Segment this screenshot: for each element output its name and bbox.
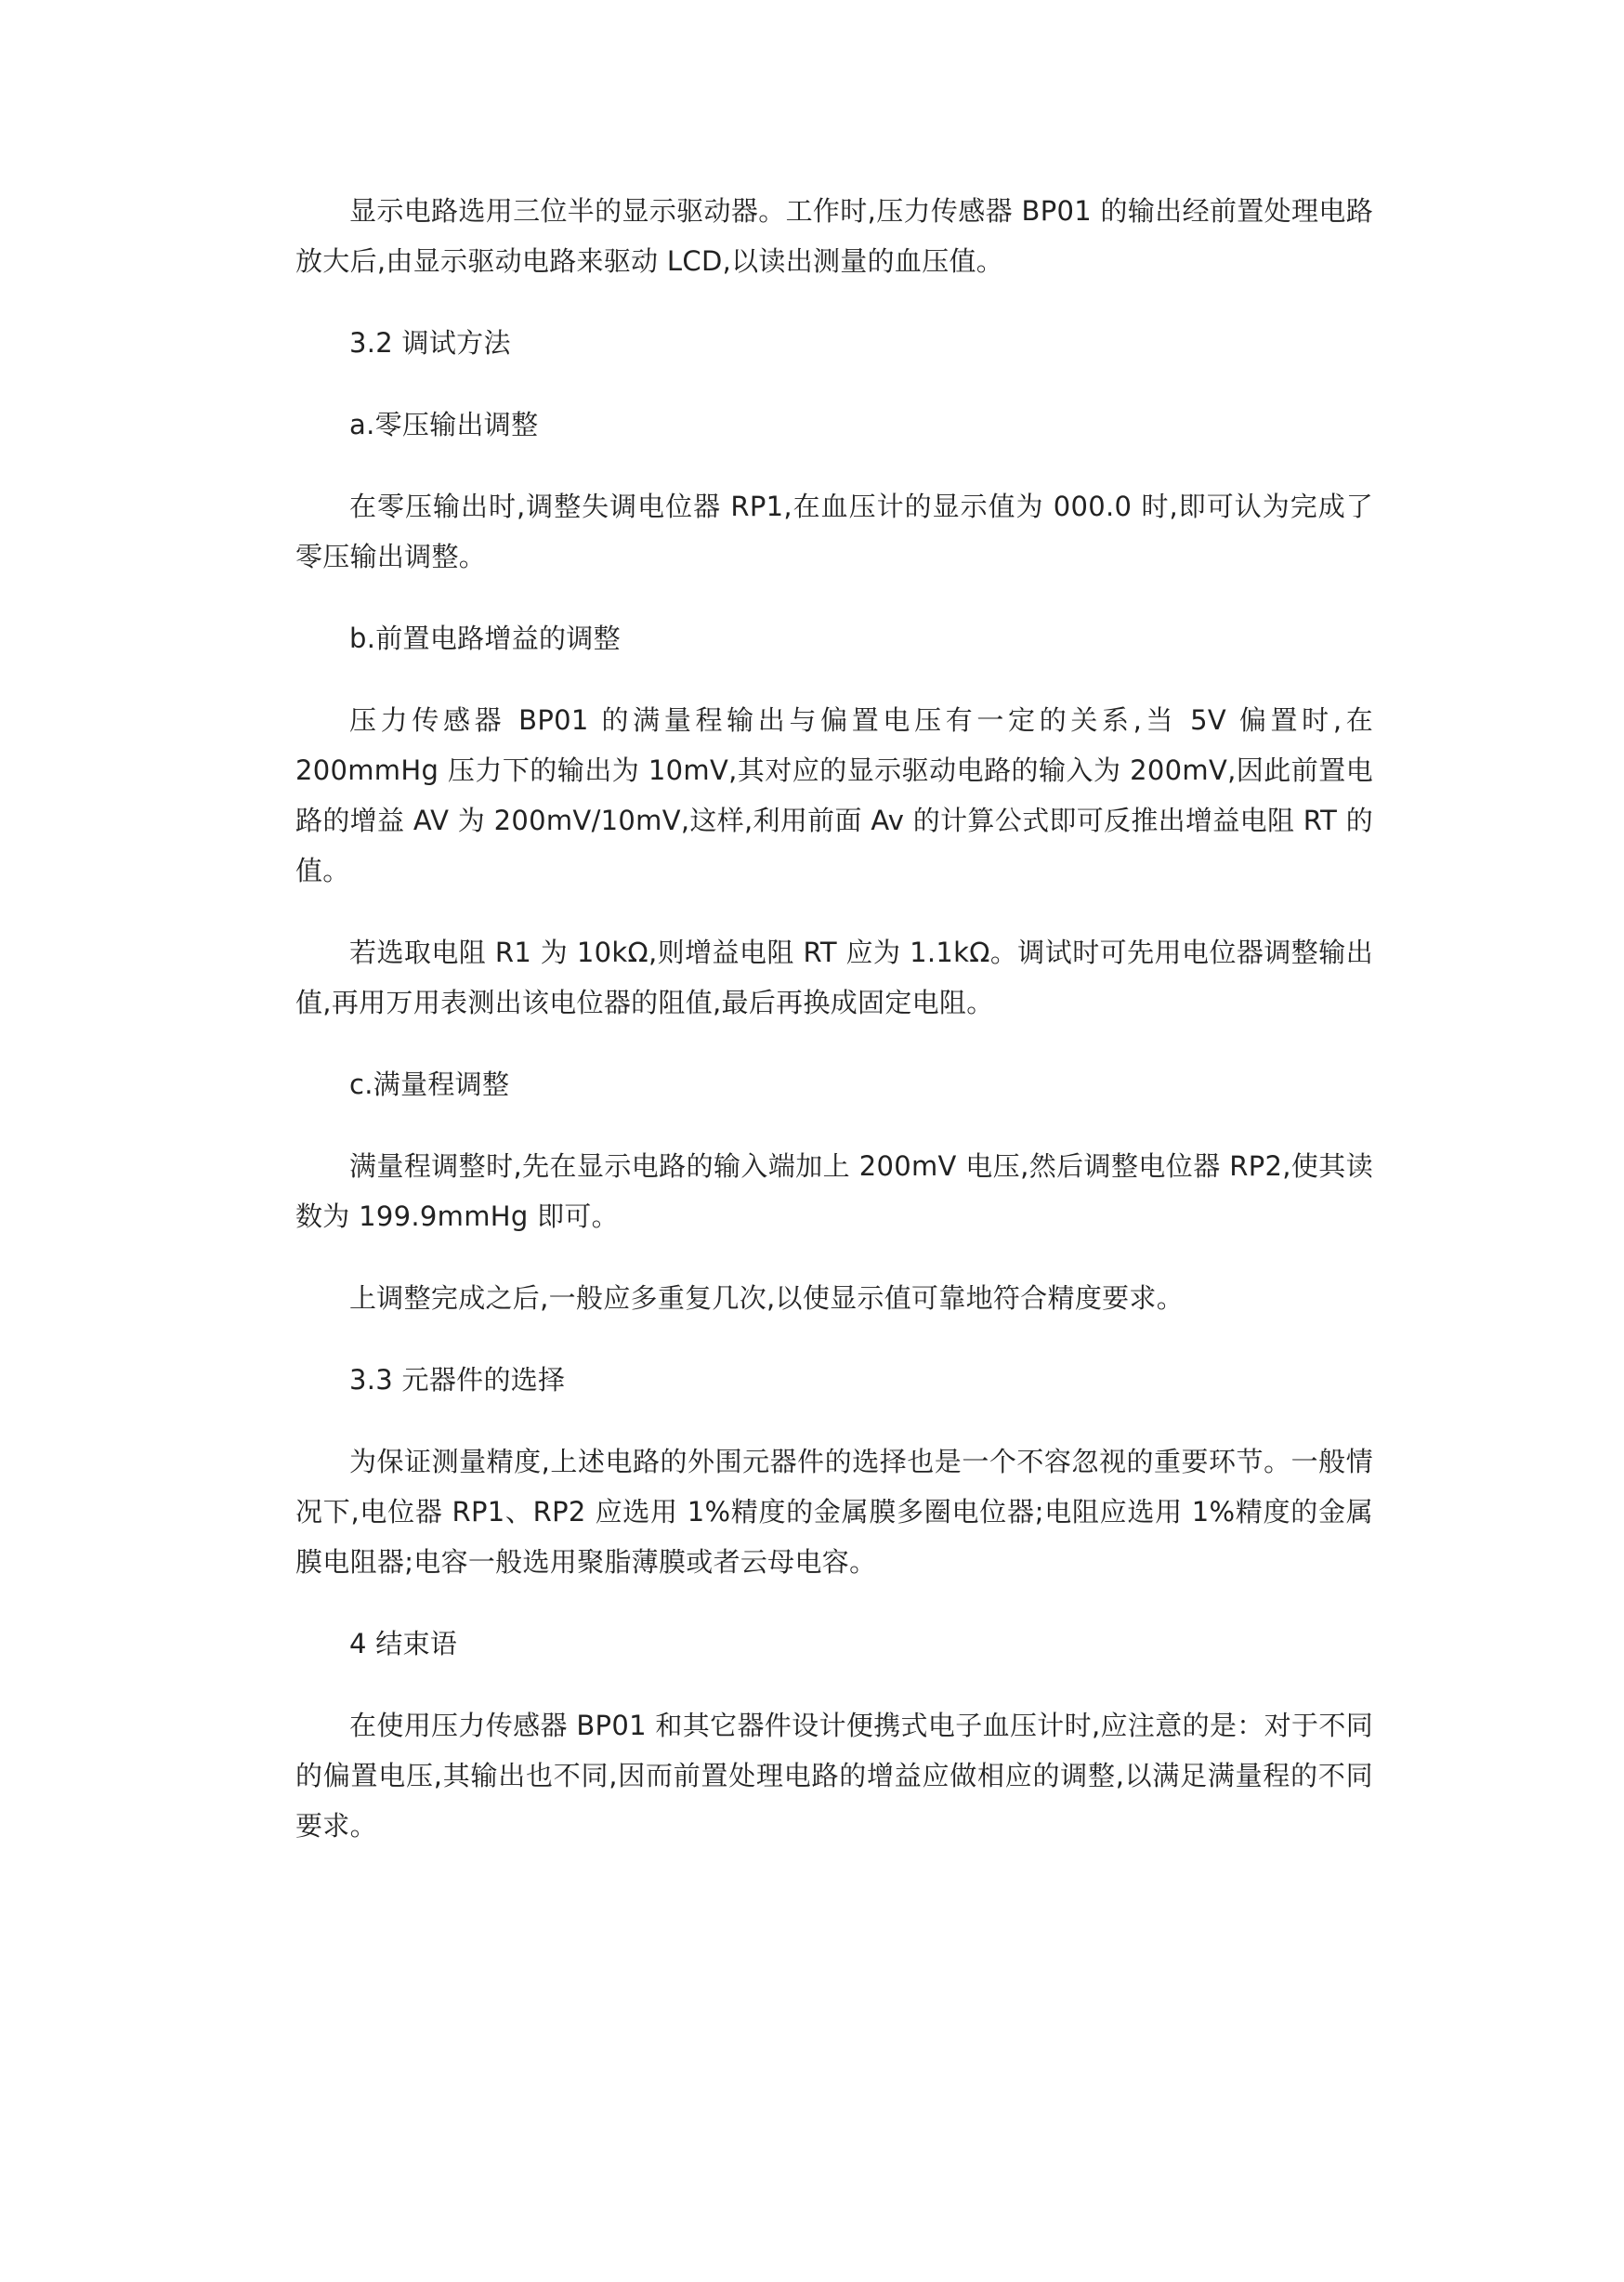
subheading-preamp-gain: b.前置电路增益的调整	[349, 623, 621, 654]
paragraph-components: 为保证测量精度,上述电路的外围元器件的选择也是一个不容忽视的重要环节。一般情况下,电位器 RP1、RP2 应选用 1%精度的金属膜多圈电位器;电阻应选用 1%精度的金属膜电阻器;电容一般选用聚脂薄膜或者云母电容。	[295, 1446, 1373, 1578]
section-heading-conclusion: 4 结束语	[349, 1628, 458, 1659]
paragraph-repeat-adjustment: 上调整完成之后,一般应多重复几次,以使显示值可靠地符合精度要求。	[349, 1282, 1185, 1314]
subheading-zero-output: a.零压输出调整	[349, 409, 539, 440]
document-page	[295, 186, 1373, 1882]
paragraph-preamp-gain: 压力传感器 BP01 的满量程输出与偏置电压有一定的关系,当 5V 偏置时,在 200mmHg 压力下的输出为 10mV,其对应的显示驱动电路的输入为 200mV,因此前置电路的增益 AV 为 200mV/10mV,这样,利用前面 Av 的计算公式即可反推出增益电阻 RT 的值。	[295, 704, 1373, 886]
paragraph-display-circuit: 显示电路选用三位半的显示驱动器。工作时,压力传感器 BP01 的输出经前置处理电路放大后,由显示驱动电路来驱动 LCD,以读出测量的血压值。	[295, 195, 1373, 277]
section-heading-components: 3.3 元器件的选择	[349, 1364, 566, 1396]
paragraph-zero-output: 在零压输出时,调整失调电位器 RP1,在血压计的显示值为 000.0 时,即可认为完成了零压输出调整。	[295, 491, 1373, 572]
paragraph-gain-resistor: 若选取电阻 R1 为 10kΩ,则增益电阻 RT 应为 1.1kΩ。调试时可先用电位器调整输出值,再用万用表测出该电位器的阻值,最后再换成固定电阻。	[295, 937, 1373, 1018]
section-heading-debug-method: 3.2 调试方法	[349, 327, 511, 359]
paragraph-conclusion: 在使用压力传感器 BP01 和其它器件设计便携式电子血压计时,应注意的是：对于不同的偏置电压,其输出也不同,因而前置处理电路的增益应做相应的调整,以满足满量程的不同要求。	[295, 1710, 1373, 1842]
subheading-full-scale: c.满量程调整	[349, 1069, 510, 1100]
paragraph-full-scale: 满量程调整时,先在显示电路的输入端加上 200mV 电压,然后调整电位器 RP2,使其读数为 199.9mmHg 即可。	[295, 1150, 1373, 1232]
